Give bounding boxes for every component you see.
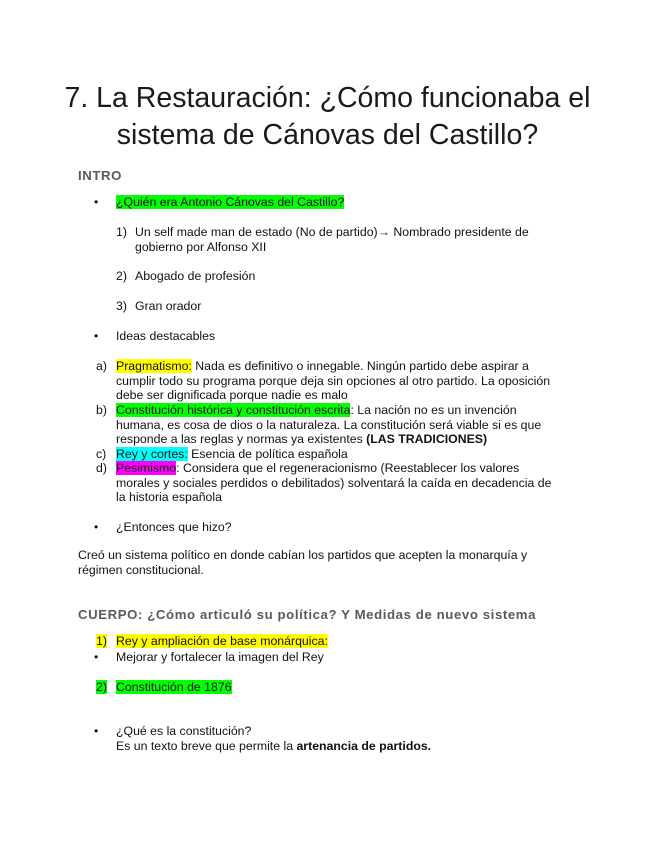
idea-pesimismo xyxy=(116,461,519,476)
list-number xyxy=(96,634,107,649)
list-number: 1) xyxy=(116,225,127,239)
page-title xyxy=(0,80,655,154)
idea-text: humana, es cosa de dios o la naturaleza. La constitución será viable si es que xyxy=(116,418,542,432)
idea-text: cumplir todo su programa porque deja sin opciones al otro partido. La oposición xyxy=(116,374,551,388)
idea-text: debe ser dignificada porque nadie es malo xyxy=(116,388,348,402)
list-number xyxy=(96,680,107,695)
highlight-yellow: Rey y ampliación de base monárquica: xyxy=(116,634,328,648)
list-letter: d) xyxy=(96,461,107,475)
list-letter: a) xyxy=(96,359,107,373)
idea-constitucion xyxy=(116,403,517,418)
idea-text: morales y sociales perdidos o debilitados) solventará la caída en decadencia de xyxy=(116,476,552,490)
highlight-green: 2) xyxy=(96,680,107,694)
answer-emphasis: artenancia de partidos. xyxy=(296,739,432,753)
bullet-icon: • xyxy=(94,195,99,209)
title-line-1: 7. La Restauración: ¿Cómo funcionaba el xyxy=(64,82,591,114)
question-constitucion: ¿Qué es la constitución? xyxy=(116,724,252,738)
answer-constitucion xyxy=(116,739,431,754)
highlight-cyan: Rey y cortes: xyxy=(116,447,188,461)
title-line-2: sistema de Cánovas del Castillo? xyxy=(116,119,539,151)
idea-text: responde a las reglas y normas ya existentes xyxy=(116,432,367,446)
paragraph-line: Creó un sistema político en donde cabían los partidos que acepten la monarquía y xyxy=(78,548,528,562)
item-text: Un self made man de estado (No de partido) xyxy=(135,225,378,239)
highlight-yellow: Pragmatismo: xyxy=(116,359,192,373)
highlight-green: ¿Quién era Antonio Cánovas del Castillo? xyxy=(116,195,345,209)
highlight-magenta: Pesimismo xyxy=(116,461,177,475)
list-number: 2) xyxy=(116,269,127,283)
section-heading-intro: INTRO xyxy=(78,168,123,183)
question-hizo: ¿Entonces que hizo? xyxy=(116,520,232,534)
point-constitucion xyxy=(116,680,232,695)
idea-text: la historia española xyxy=(116,490,222,504)
list-item-text: Abogado de profesión xyxy=(135,269,256,283)
bullet-icon: • xyxy=(94,520,99,534)
bullet-icon: • xyxy=(94,650,99,664)
idea-text: Esencia de política española xyxy=(187,447,348,461)
list-number: 3) xyxy=(116,299,127,313)
idea-text: : Considera que el regeneracionismo (Reestablecer los valores xyxy=(176,461,520,475)
point-rey-sub: Mejorar y fortalecer la imagen del Rey xyxy=(116,650,324,664)
answer-text: Es un texto breve que permite la xyxy=(116,739,297,753)
list-item-text: Gran orador xyxy=(135,299,202,313)
ideas-label: Ideas destacables xyxy=(116,329,216,343)
list-letter: b) xyxy=(96,403,107,417)
idea-emphasis: (LAS TRADICIONES) xyxy=(366,432,488,446)
bullet-icon: • xyxy=(94,724,99,738)
list-item-text xyxy=(135,225,529,240)
list-item-text: gobierno por Alfonso XII xyxy=(135,240,267,254)
bullet-icon: • xyxy=(94,329,99,343)
idea-rey-cortes xyxy=(116,447,348,462)
idea-text xyxy=(116,432,487,447)
idea-text: : La nación no es un invención xyxy=(350,403,517,417)
paragraph-line: régimen constitucional. xyxy=(78,563,204,577)
idea-text: Nada es definitivo o innegable. Ningún partido debe aspirar a xyxy=(191,359,529,373)
highlight-green: Constitución histórica y constitución escrita xyxy=(116,403,351,417)
highlight-yellow: 1) xyxy=(96,634,107,648)
section-heading-cuerpo: CUERPO: ¿Cómo articuló su política? Y Medidas de nuevo sistema xyxy=(78,607,537,622)
item-text: Nombrado presidente de xyxy=(389,225,529,239)
highlight-green: Constitución de 1876 xyxy=(116,680,232,694)
idea-pragmatismo xyxy=(116,359,529,374)
question-canovas xyxy=(116,195,344,210)
arrow-right-icon: → xyxy=(377,225,390,239)
list-letter: c) xyxy=(96,447,107,461)
point-rey xyxy=(116,634,328,649)
